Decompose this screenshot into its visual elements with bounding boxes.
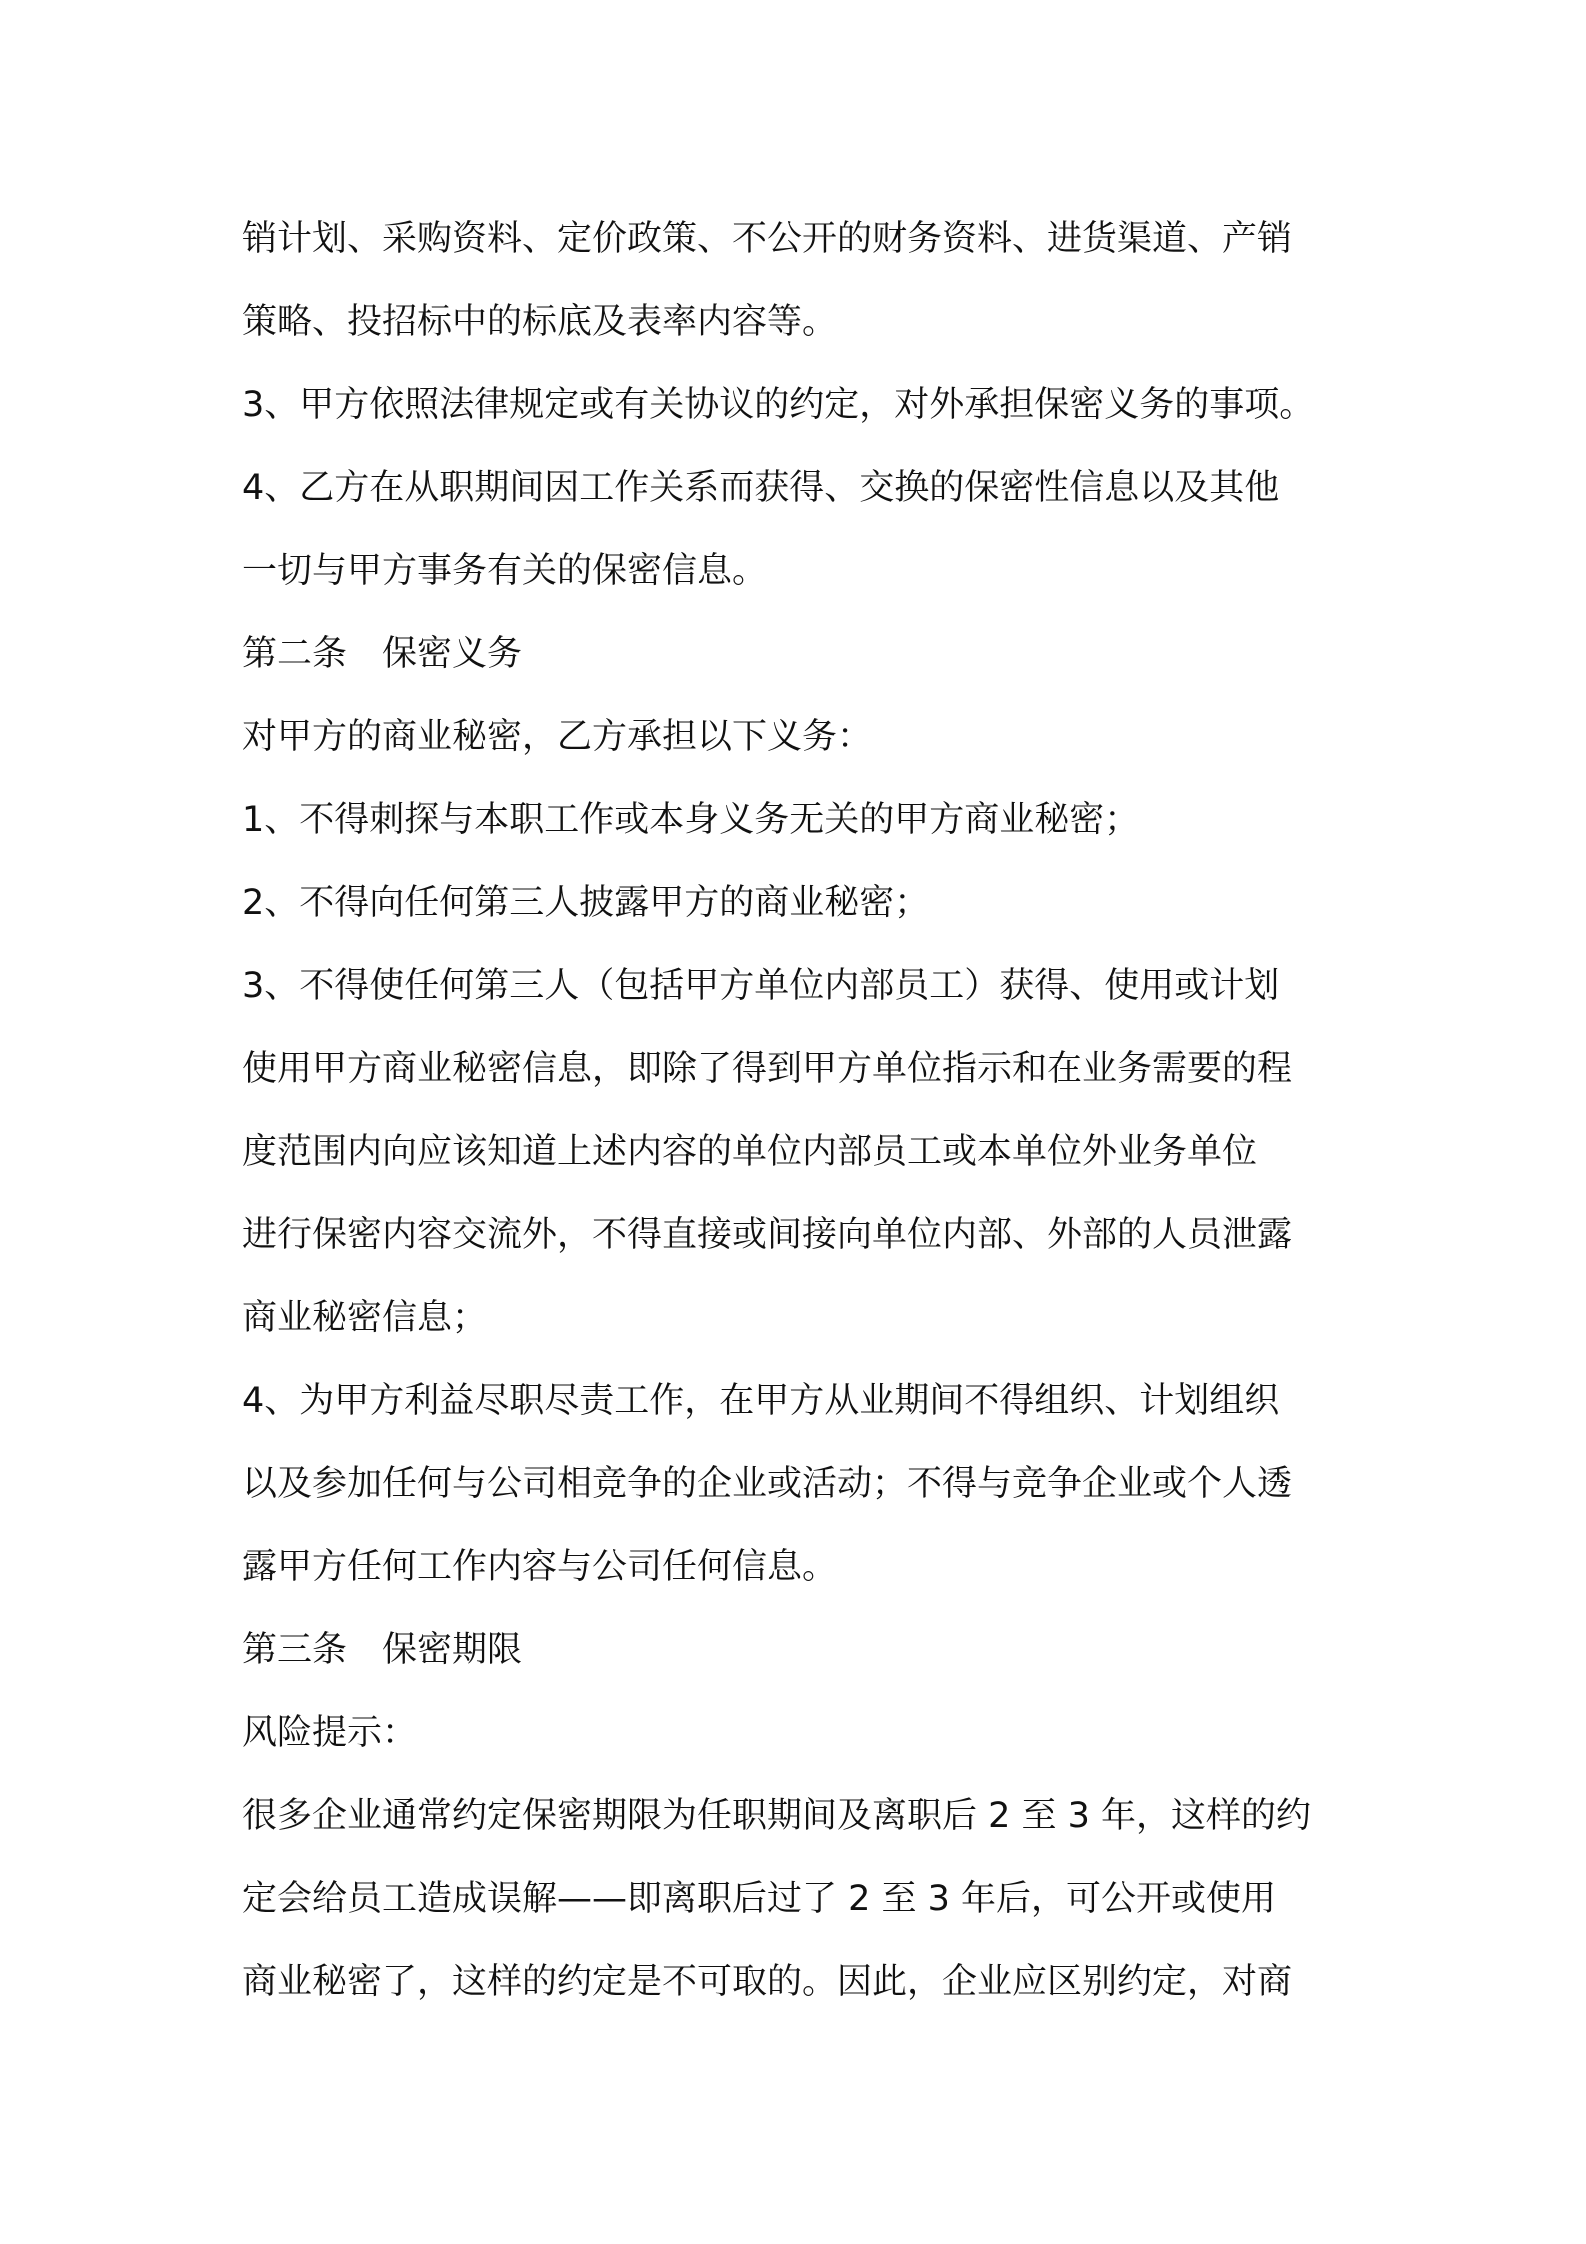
- document-body: [242, 198, 1382, 2024]
- text-line: 进行保密内容交流外，不得直接或间接向单位内部、外部的人员泄露: [242, 1215, 1293, 1255]
- text-line: 定会给员工造成误解——即离职后过了 2 至 3 年后，可公开或使用: [242, 1879, 1277, 1919]
- text-line: 销计划、采购资料、定价政策、不公开的财务资料、进货渠道、产销: [242, 219, 1293, 259]
- text-line: 2、不得向任何第三人披露甲方的商业秘密；: [242, 883, 930, 923]
- text-line: 1、不得刺探与本职工作或本身义务无关的甲方商业秘密；: [242, 800, 1140, 840]
- text-line: 风险提示：: [242, 1713, 418, 1753]
- text-line: 度范围内向应该知道上述内容的单位内部员工或本单位外业务单位: [242, 1132, 1258, 1172]
- section-heading: 第三条 保密期限: [242, 1630, 523, 1670]
- text-line: 以及参加任何与公司相竞争的企业或活动；不得与竞争企业或个人透: [242, 1464, 1293, 1504]
- text-line: 商业秘密了，这样的约定是不可取的。因此，企业应区别约定，对商: [242, 1962, 1293, 2002]
- text-line: 商业秘密信息；: [242, 1298, 488, 1338]
- section-heading: 第二条 保密义务: [242, 634, 523, 674]
- text-line: 4、为甲方利益尽职尽责工作，在甲方从业期间不得组织、计划组织: [242, 1381, 1280, 1421]
- text-line: 策略、投招标中的标底及表率内容等。: [242, 302, 838, 342]
- text-line: 3、不得使任何第三人（包括甲方单位内部员工）获得、使用或计划: [242, 966, 1280, 1006]
- text-line: 3、甲方依照法律规定或有关协议的约定，对外承担保密义务的事项。: [242, 385, 1315, 425]
- text-line: 使用甲方商业秘密信息，即除了得到甲方单位指示和在业务需要的程: [242, 1049, 1293, 1089]
- text-line: 4、乙方在从职期间因工作关系而获得、交换的保密性信息以及其他: [242, 468, 1280, 508]
- text-line: 露甲方任何工作内容与公司任何信息。: [242, 1547, 838, 1587]
- text-line: 对甲方的商业秘密，乙方承担以下义务：: [242, 717, 873, 757]
- text-line: 很多企业通常约定保密期限为任职期间及离职后 2 至 3 年，这样的约: [242, 1796, 1312, 1836]
- text-line: 一切与甲方事务有关的保密信息。: [242, 551, 768, 591]
